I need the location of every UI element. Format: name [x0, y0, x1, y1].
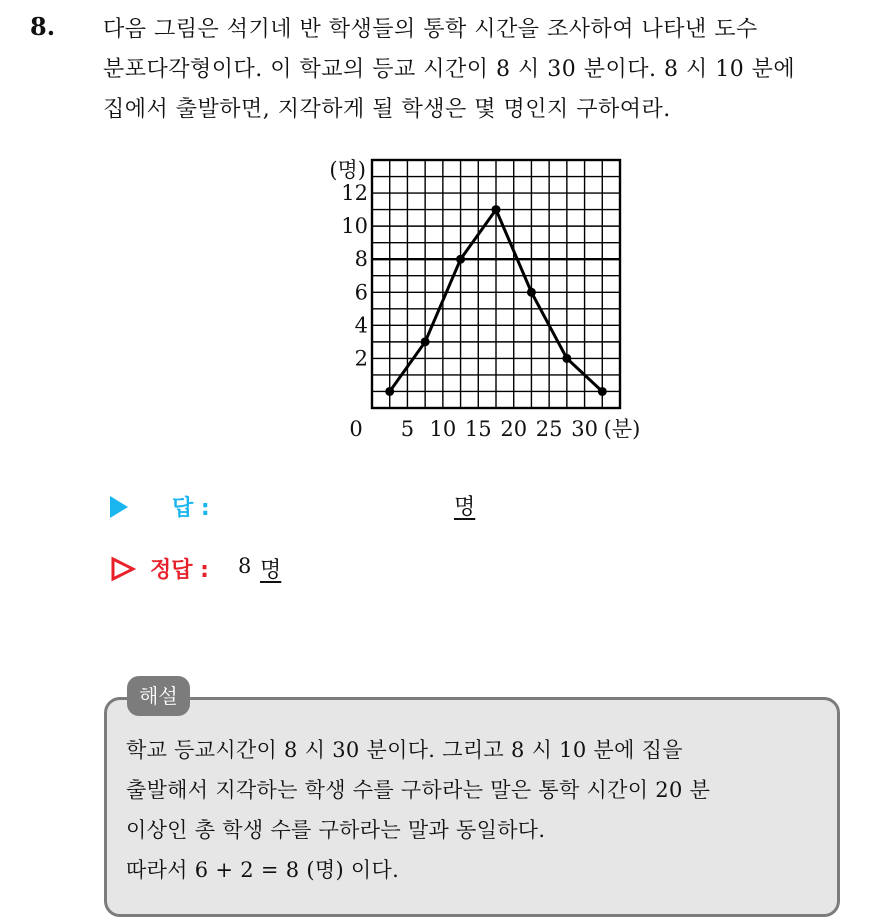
data-point	[385, 387, 394, 396]
y-tick-label: 4	[354, 313, 368, 338]
answer-row	[110, 488, 510, 524]
outline-play-icon	[110, 556, 136, 582]
data-point	[492, 205, 501, 214]
explanation-text	[126, 730, 826, 890]
answer-unit: 명	[454, 495, 476, 520]
x-tick-label: 5	[400, 417, 415, 441]
question-line: 분포다각형이다. 이 학교의 등교 시간이 8 시 30 분이다. 8 시 10 분에	[103, 57, 796, 82]
correct-answer-row	[110, 550, 510, 590]
play-icon	[110, 496, 128, 518]
explanation-line: 따라서 6 + 2 = 8 (명) 이다.	[126, 858, 400, 882]
question-line: 다음 그림은 석기네 반 학생들의 통학 시간을 조사하여 나타낸 도수	[103, 17, 758, 42]
data-point	[562, 354, 571, 363]
correct-answer-unit: 명	[260, 558, 282, 583]
y-tick-label: 6	[354, 280, 368, 305]
data-point	[456, 255, 465, 264]
x-axis-label: (분)	[603, 417, 641, 441]
x-tick-label: 10	[429, 417, 457, 441]
explanation-line: 출발해서 지각하는 학생 수를 구하라는 말은 통학 시간이 20 분	[126, 778, 711, 802]
y-axis-label: (명)	[329, 158, 366, 182]
correct-answer-label: 정답 :	[150, 558, 209, 583]
explanation-line: 이상인 총 학생 수를 구하라는 말과 동일하다.	[126, 818, 546, 842]
x-tick-label: 30	[571, 417, 598, 441]
y-tick-label: 8	[354, 247, 368, 272]
question-text	[103, 10, 873, 130]
x-tick-label: 15	[464, 417, 492, 441]
explanation-tab: 해설	[127, 676, 190, 716]
data-point	[598, 387, 607, 396]
y-tick-label: 12	[341, 181, 368, 206]
x-tick-label: 0	[349, 417, 363, 441]
x-tick-label: 25	[535, 417, 563, 441]
question-number: 8.	[30, 12, 56, 41]
data-point	[527, 288, 536, 297]
y-tick-label: 10	[341, 214, 368, 239]
frequency-polygon-chart	[310, 150, 650, 450]
correct-answer-value: 8	[238, 554, 252, 578]
x-tick-label: 20	[500, 417, 528, 441]
answer-label: 답 :	[172, 496, 210, 521]
y-tick-label: 2	[354, 346, 368, 371]
question-line: 집에서 출발하면, 지각하게 될 학생은 몇 명인지 구하여라.	[103, 97, 671, 122]
data-point	[421, 337, 430, 346]
explanation-line: 학교 등교시간이 8 시 30 분이다. 그리고 8 시 10 분에 집을	[126, 738, 683, 762]
